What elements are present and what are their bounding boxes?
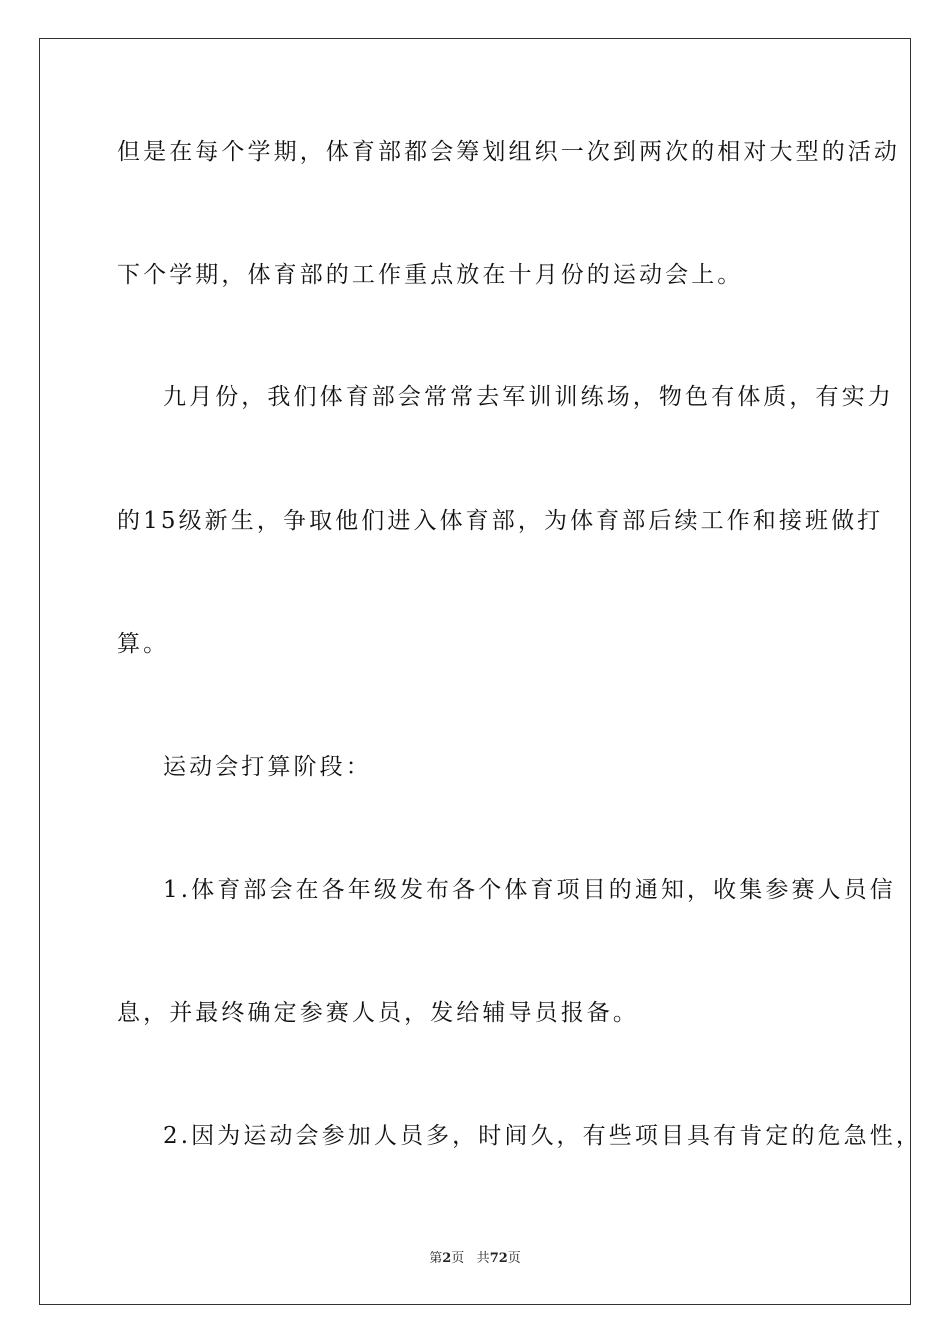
paragraph-line-4: 的15级新生，争取他们进入体育部，为体育部后续工作和接班做打 xyxy=(117,508,884,534)
footer-total-suffix: 页 xyxy=(507,1251,521,1266)
paragraph-line-8: 息，并最终确定参赛人员，发给辅导员报备。 xyxy=(117,1000,639,1026)
paragraph-line-6: 运动会打算阶段： xyxy=(163,754,372,780)
footer-page-suffix: 页 xyxy=(451,1251,465,1266)
footer-page-total: 72 xyxy=(489,1251,508,1266)
paragraph-line-1: 但是在每个学期，体育部都会筹划组织一次到两次的相对大型的活动 xyxy=(117,139,900,165)
paragraph-line-9: 2.因为运动会参加人员多，时间久，有些项目具有肯定的危急性， xyxy=(163,1123,922,1149)
footer-page-prefix: 第 xyxy=(429,1251,443,1266)
footer-total-prefix: 共 xyxy=(476,1251,490,1266)
paragraph-line-2: 下个学期，体育部的工作重点放在十月份的运动会上。 xyxy=(117,262,744,288)
paragraph-line-3: 九月份，我们体育部会常常去军训训练场，物色有体质，有实力 xyxy=(163,384,894,410)
footer-page-current: 2 xyxy=(442,1251,452,1266)
paragraph-line-7: 1.体育部会在各年级发布各个体育项目的通知，收集参赛人员信 xyxy=(163,877,896,903)
page-border xyxy=(39,38,922,1305)
page-footer xyxy=(0,1247,950,1266)
paragraph-line-5: 算。 xyxy=(117,631,170,657)
